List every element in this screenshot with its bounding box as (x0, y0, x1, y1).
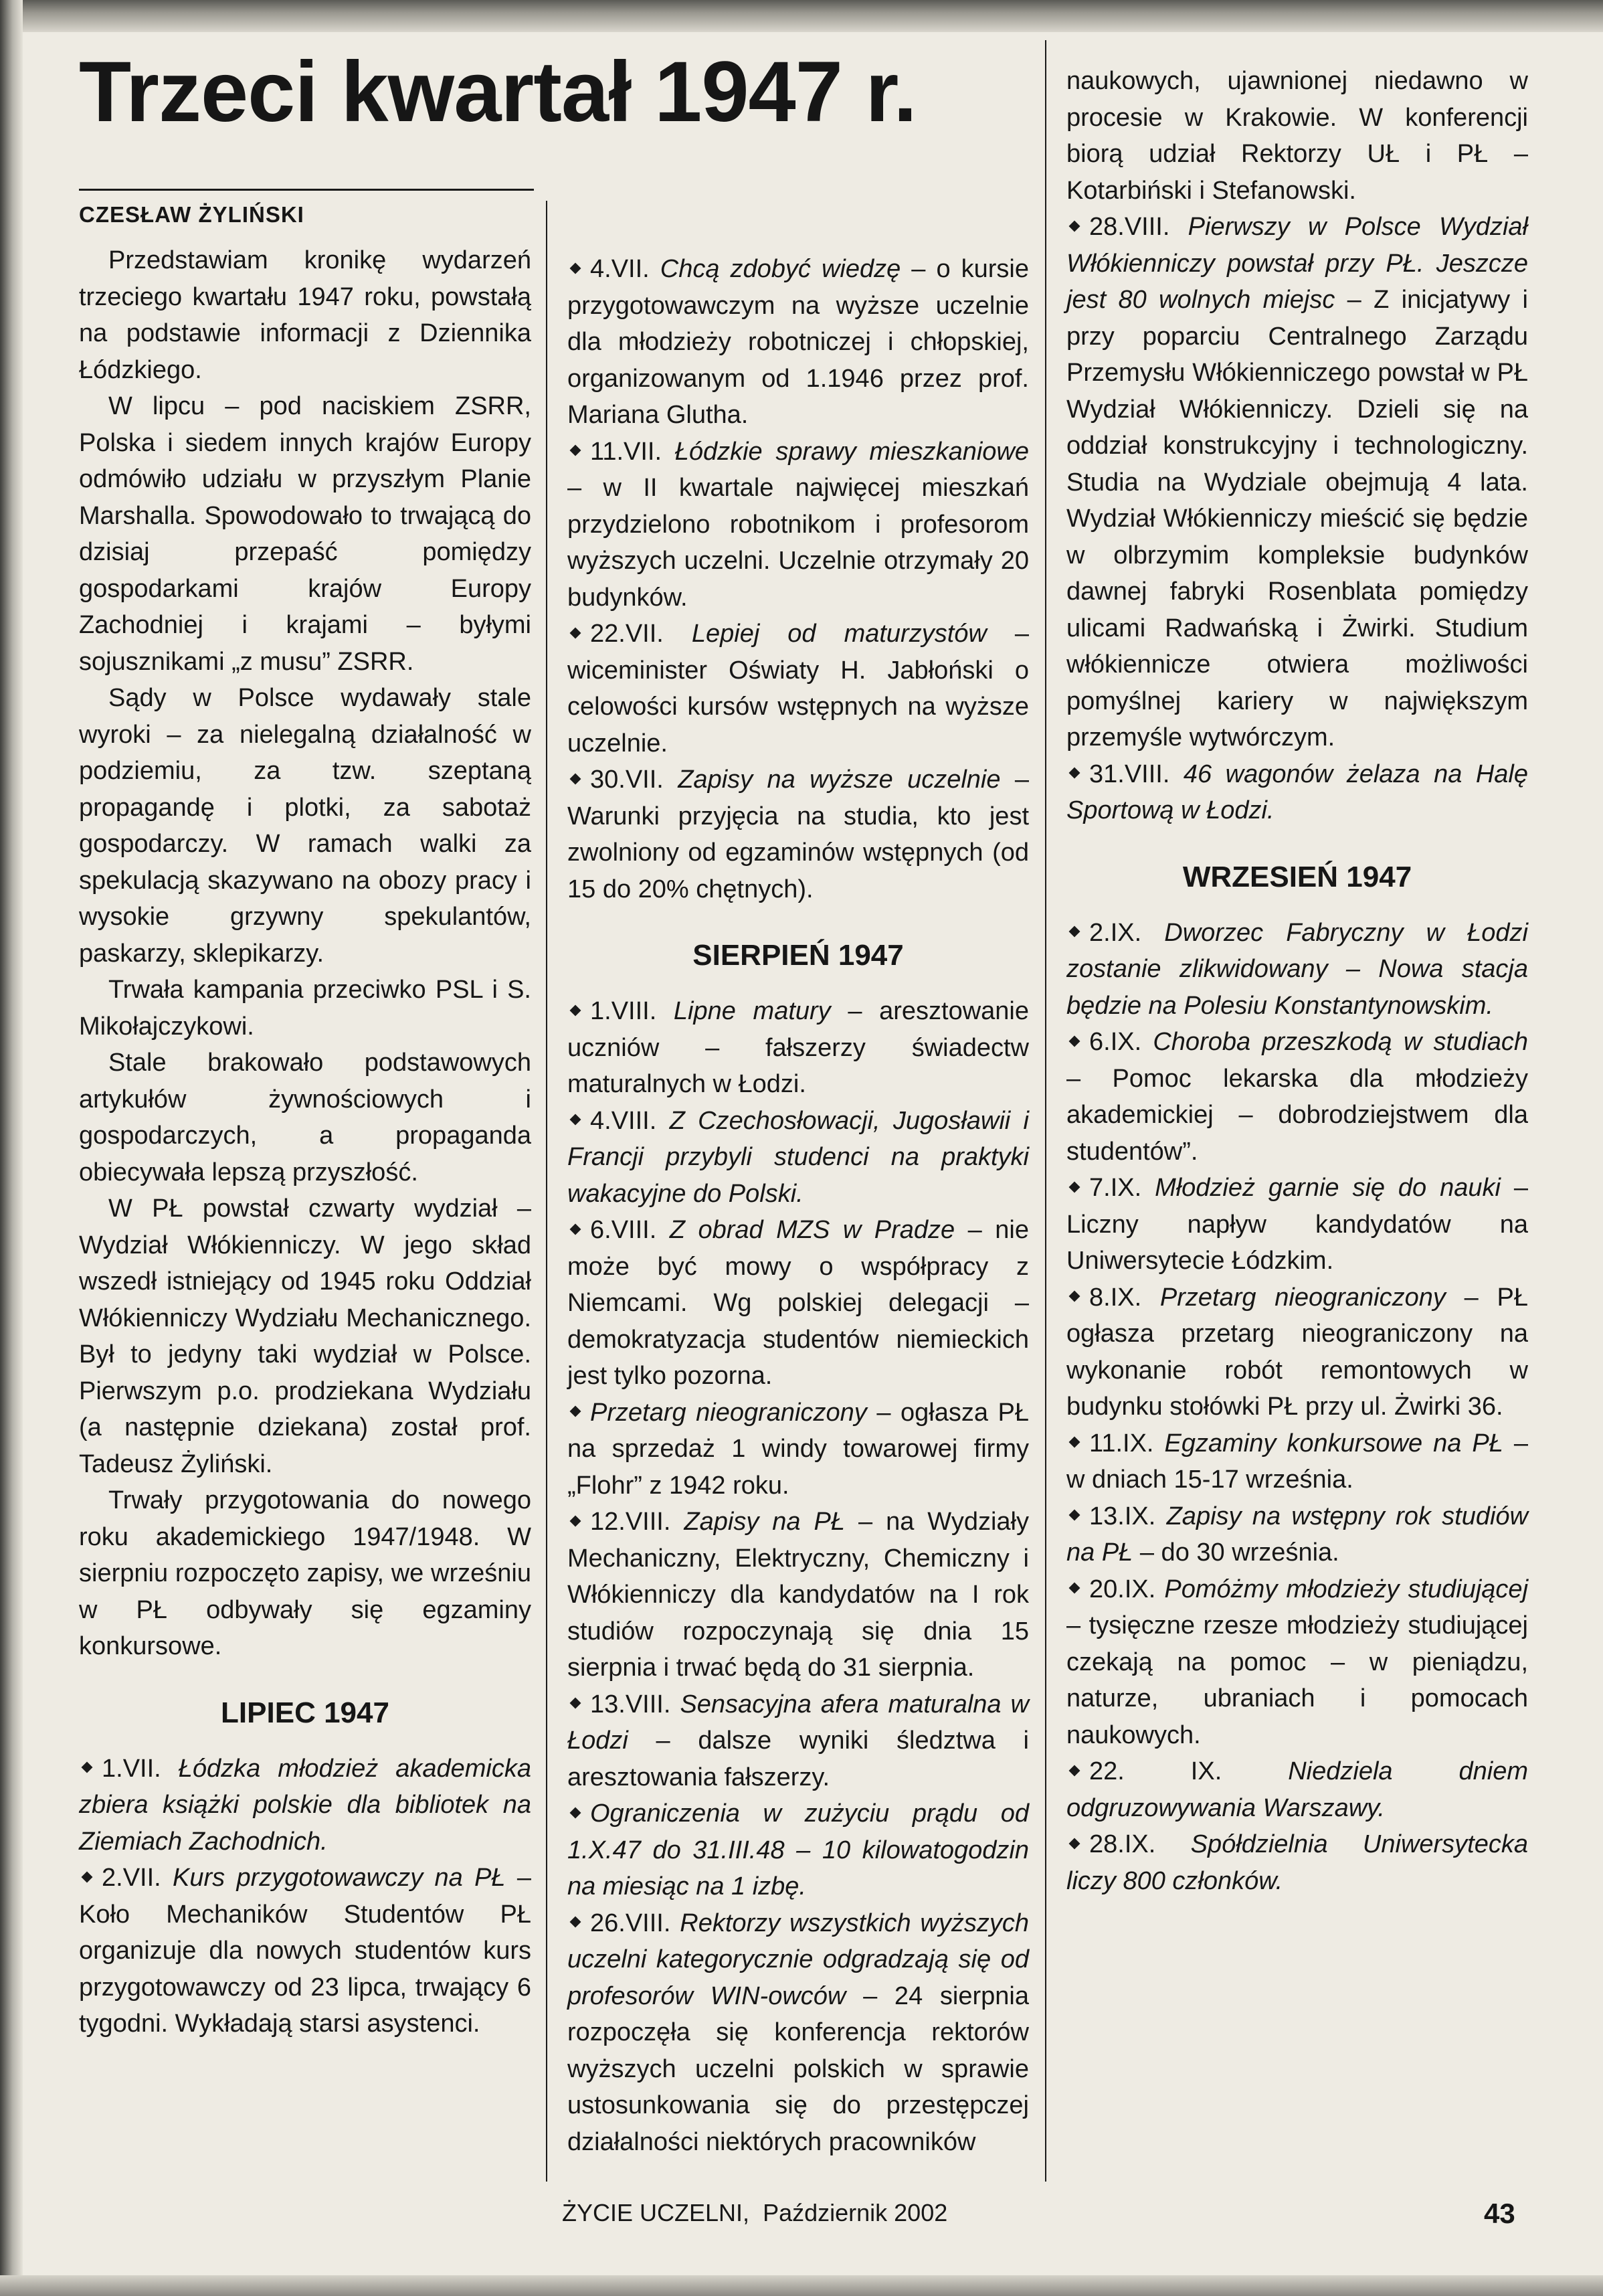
chronicle-entry (567, 1686, 1029, 1796)
bullet-diamond-icon (1069, 1181, 1080, 1193)
entry-headline: Egzaminy konkursowe na PŁ (1164, 1429, 1503, 1458)
september-entries (1066, 915, 1528, 1900)
bullet-diamond-icon (1069, 1583, 1080, 1594)
intro-paragraph: Trwały przygotowania do nowego roku akademickiego 1947/1948. W sierpniu rozpoczęto zapisy, we wrześniu w PŁ odbywały się egzaminy konkursowe. (79, 1486, 531, 1660)
entry-headline: Zapisy na wyższe uczelnie (678, 766, 1001, 794)
column-divider-1 (546, 201, 547, 2182)
entry-text: – 24 sierpnia rozpoczęła się konferencja rektorów wyższych uczelni polskich w sprawie ustosunkowania się do przestępczej działalności niektórych pracowników (567, 1981, 1029, 2156)
entry-headline: Pomóżmy młodzieży studiującej (1164, 1575, 1529, 1603)
author-byline: CZESŁAW ŻYLIŃSKI (79, 202, 304, 227)
chronicle-entry (1066, 1279, 1528, 1425)
entry-date: 22. IX. (1089, 1757, 1222, 1785)
bullet-diamond-icon (1069, 768, 1080, 779)
entry-date: 6.VIII. (590, 1216, 657, 1244)
bullet-diamond-icon (570, 773, 581, 784)
entry-date: 31.VIII. (1089, 760, 1170, 788)
entry-headline: Ograniczenia w zużyciu prądu od 1.X.47 do 31.III.48 – 10 kilowatogodzin na miesiąc na 1 izbę. (567, 1799, 1029, 1901)
entry-date: 4.VII. (590, 255, 650, 283)
footer-publication: ŻYCIE UCZELNI, Październik 2002 (562, 2199, 948, 2226)
entry-date: 22.VII. (590, 620, 664, 648)
bullet-diamond-icon (570, 1515, 581, 1526)
entry-date: 13.VIII. (590, 1690, 671, 1718)
intro-text (79, 242, 531, 1665)
entry-date: 8.IX. (1089, 1283, 1142, 1312)
bullet-diamond-icon (1069, 1035, 1080, 1047)
entry-date: 12.VIII. (590, 1508, 671, 1536)
entry-date: 13.IX. (1089, 1502, 1156, 1530)
entry-text: – Liczny napływ kandydatów na Uniwersytecie Łódzkim. (1066, 1174, 1528, 1275)
entry-date: 11.VII. (590, 437, 662, 466)
column-3 (1066, 63, 1528, 1899)
chronicle-entry (1066, 1170, 1528, 1279)
section-heading-september: WRZESIEŃ 1947 (1182, 860, 1412, 893)
chronicle-entry (567, 1905, 1029, 2161)
entry-text: – Z inicjatywy i przy poparciu Centralnego Zarządu Przemysłu Włókienniczego powstał w PŁ Wydział Włókienniczy. Dzieli się na oddział konstrukcyjny i technologiczny. Studia na Wydziale obejmują 4 lata. Wydział Włókienniczy mieścić się będzie w olbrzymim kompleksie budynków dawnej fabryki Rosenblata pomiędzy ulicami Radwańską i Żwirki. Studium włókiennicze otwiera możliwości pomyślnej kariery w największym przemyśle wytwórczym. (1066, 286, 1528, 752)
entry-date: 20.IX. (1089, 1575, 1156, 1603)
entry-date: 30.VII. (590, 766, 664, 794)
bullet-diamond-icon (1069, 1838, 1080, 1849)
entry-text: – nie może być mowy o współpracy z Niemcami. Wg polskiej delegacji – demokratyzacja studentów niemieckich jest tylko pozorna. (567, 1216, 1030, 1390)
bullet-diamond-icon (1069, 220, 1080, 232)
column-divider-2 (1045, 40, 1046, 2182)
entry-headline: Chcą zdobyć wiedzę (660, 255, 901, 283)
entry-headline: Lipne matury (673, 997, 831, 1025)
bullet-diamond-icon (570, 1917, 581, 1928)
title-rule (79, 189, 534, 191)
intro-paragraph: W PŁ powstał czwarty wydział – Wydział Włókienniczy. W jego skład wszedł istniejący od 1945 roku Oddział Włókienniczy Wydziału Mechanicznego. Był to jedyny taki wydział w Polsce. Pierwszym p.o. prodziekana Wydziału (a następnie dziekana) został prof. Tadeusz Żyliński. (79, 1195, 531, 1478)
entry-headline: Łódzkie sprawy mieszkaniowe (674, 437, 1030, 466)
chronicle-entry (567, 434, 1029, 616)
entry-text: – ogłasza PŁ na sprzedaż 1 windy towarowej firmy „Flohr” z 1942 roku. (567, 1398, 1030, 1500)
chronicle-entry (1066, 1498, 1528, 1571)
entry-headline: Zapisy na PŁ (684, 1508, 845, 1536)
entry-headline: Młodzież garnie się do nauki (1155, 1174, 1501, 1202)
entry-text: – dalsze wyniki śledztwa i aresztowania fałszerzy. (567, 1727, 1029, 1791)
bullet-diamond-icon (570, 1698, 581, 1709)
entry-date: 28.VIII. (1089, 213, 1170, 241)
page-footer (0, 2199, 1603, 2232)
entry-date: 26.VIII. (590, 1909, 671, 1937)
july-entries (79, 1751, 531, 2042)
chronicle-entry (567, 1212, 1029, 1395)
bullet-diamond-icon (1069, 1437, 1080, 1448)
entry-text: – Koło Mechaników Studentów PŁ organizuje dla nowych studentów kurs przygotowawczy od 23 lipca, trwający 6 tygodni. Wykładają starsi asystenci. (79, 1864, 531, 2038)
chronicle-entry (1066, 209, 1528, 756)
chronicle-entry (567, 251, 1029, 434)
scan-edge-bottom (0, 2275, 1603, 2296)
chronicle-entry (1066, 1024, 1528, 1170)
chronicle-entry (567, 993, 1029, 1103)
chronicle-entry (567, 1103, 1029, 1213)
bullet-diamond-icon (570, 262, 581, 274)
bullet-diamond-icon (570, 445, 581, 456)
entry-headline: Choroba przeszkodą w studiach (1153, 1028, 1528, 1056)
entry-headline: Zapisy na wstępny rok studiów na PŁ (1066, 1502, 1528, 1567)
chronicle-entry (567, 762, 1029, 907)
entry-headline: Niedziela dniem odgruzowywania Warszawy. (1066, 1757, 1528, 1822)
chronicle-entry (567, 1504, 1029, 1686)
bullet-diamond-icon (570, 1406, 581, 1417)
section-heading-august: SIERPIEŃ 1947 (692, 939, 904, 972)
column-2 (567, 251, 1029, 2160)
entry-date: 6.IX. (1089, 1028, 1142, 1056)
chronicle-entry (567, 1395, 1029, 1504)
chronicle-entry (567, 1795, 1029, 1905)
bullet-diamond-icon (570, 1114, 581, 1126)
intro-paragraph: Trwała kampania przeciwko PSL i S. Mikołajczykowi. (79, 976, 531, 1041)
july-entries-continued (567, 251, 1029, 907)
bullet-diamond-icon (82, 1762, 93, 1773)
entry-headline: Dworzec Fabryczny w Łodzi zostanie zlikwidowany – Nowa stacja będzie na Polesiu Konstantynowskim. (1066, 918, 1528, 1020)
entry-date: 11.IX. (1089, 1429, 1154, 1458)
august-entries (567, 993, 1029, 2160)
bullet-diamond-icon (1069, 1291, 1080, 1302)
entry-headline: Z Czechosłowacji, Jugosławii i Francji przybyli studenci na praktyki wakacyjne do Polski. (567, 1106, 1029, 1208)
entry-text: – Warunki przyjęcia na studia, kto jest zwolniony od egzaminów wstępnych (od 15 do 20% chętnych). (567, 766, 1029, 903)
intro-paragraph: Przedstawiam kronikę wydarzeń trzeciego kwartału 1947 roku, powstałą na podstawie informacji z Dziennika Łódzkiego. (79, 246, 531, 384)
entry-date: 2.VII. (102, 1864, 161, 1892)
entry-headline: Sensacyjna afera maturalna w Łodzi (567, 1690, 1029, 1755)
entry-headline: Spółdzielnia Uniwersytecka liczy 800 członków. (1066, 1830, 1528, 1895)
entry-text: – na Wydziały Mechaniczny, Elektryczny, Chemiczny i Włókienniczy dla kandydatów na I rok studiów rozpoczynają się dnia 15 sierpnia i trwać będą do 31 sierpnia. (567, 1508, 1029, 1682)
bullet-diamond-icon (82, 1871, 93, 1882)
entry-headline: Pierwszy w Polsce Wydział Włókienniczy powstał przy PŁ. Jeszcze jest 80 wolnych miejsc (1066, 213, 1528, 314)
chronicle-entry (1066, 1571, 1528, 1754)
entry-date: 7.IX. (1089, 1174, 1142, 1202)
entry-headline: Kurs przygotowawczy na PŁ (173, 1864, 506, 1892)
chronicle-entry (1066, 63, 1528, 209)
entry-headline: Lepiej od maturzystów (691, 620, 987, 648)
entry-text: – Pomoc lekarska dla młodzieży akademickiej – dobrodziejstwem dla studentów”. (1066, 1064, 1528, 1166)
chronicle-entry (1066, 915, 1528, 1025)
entry-date: 28.IX. (1089, 1830, 1156, 1858)
bullet-diamond-icon (570, 1004, 581, 1016)
entry-text: – tysięczne rzesze młodzieży studiującej czekają na pomoc – w pieniądzu, naturze, ubraniach i pomocach naukowych. (1066, 1611, 1528, 1749)
chronicle-entry (1066, 1425, 1528, 1498)
entry-headline: Łódzka młodzież akademicka zbiera książki polskie dla bibliotek na Ziemiach Zachodnich. (79, 1754, 531, 1856)
bullet-diamond-icon (1069, 926, 1080, 938)
column-1 (79, 242, 531, 2042)
bullet-diamond-icon (1069, 1765, 1080, 1776)
bullet-diamond-icon (570, 1807, 581, 1818)
chronicle-entry (1066, 1826, 1528, 1899)
intro-paragraph: Stale brakowało podstawowych artykułów żywnościowych i gospodarczych, a propaganda obiecywała lepszą przyszłość. (79, 1049, 531, 1186)
entry-date: 2.IX. (1089, 918, 1142, 947)
page-number: 43 (1484, 2198, 1515, 2229)
august-entries-continued (1066, 63, 1528, 829)
entry-headline: 46 wagonów żelaza na Halę Sportową w Łodzi. (1066, 760, 1528, 824)
entry-headline: Rektorzy wszystkich wyższych uczelni kategorycznie odgradzają się od profesorów WIN-owców (567, 1909, 1029, 2010)
entry-headline: Przetarg nieograniczony (590, 1398, 867, 1427)
entry-text: – o kursie przygotowawczym na wyższe uczelnie dla młodzieży robotniczej i chłopskiej, organizowanym od 1.1946 przez prof. Mariana Glutha. (567, 255, 1030, 429)
bullet-diamond-icon (570, 627, 581, 638)
chronicle-entry (1066, 756, 1528, 829)
intro-paragraph: Sądy w Polsce wydawały stale wyroki – za nielegalną działalność w podziemiu, za tzw. szeptaną propagandę i plotki, za sabotaż gospodarczy. W ramach walki za spekulacją skazywano na obozy pracy i wysokie grzywny spekulantów, paskarzy, sklepikarzy. (79, 684, 531, 968)
intro-paragraph: W lipcu – pod naciskiem ZSRR, Polska i siedem innych krajów Europy odmówiło udziału w przyszłym Planie Marshalla. Spowodowało to trwającą do dzisiaj przepaść pomiędzy gospodarkami krajów Europy Zachodniej i krajami – byłymi sojusznikami „z musu” ZSRR. (79, 392, 531, 676)
entry-date: 1.VIII. (590, 997, 657, 1025)
bullet-diamond-icon (570, 1223, 581, 1235)
entry-date: 4.VIII. (590, 1106, 657, 1135)
entry-text: naukowych, ujawnionej niedawno w procesie w Krakowie. W konferencji biorą udział Rektorzy UŁ i PŁ – Kotarbiński i Stefanowski. (1066, 67, 1528, 205)
entry-text: – PŁ ogłasza przetarg nieograniczony na wykonanie robót remontowych w budynku stołówki PŁ przy ul. Żwirki 36. (1066, 1283, 1529, 1421)
section-heading-july: LIPIEC 1947 (221, 1696, 389, 1729)
september-block (1066, 859, 1528, 1900)
entry-text: – wiceminister Oświaty H. Jabłoński o celowości kursów wstępnych na wyższe uczelnie. (567, 620, 1029, 758)
entry-text: – do 30 września. (1133, 1538, 1339, 1567)
entry-date: 1.VII. (102, 1754, 161, 1783)
chronicle-entry (567, 616, 1029, 762)
scan-edge-left (0, 0, 23, 2296)
chronicle-entry (79, 1860, 531, 2042)
bullet-diamond-icon (1069, 1510, 1080, 1521)
entry-headline: Przetarg nieograniczony (1159, 1283, 1446, 1312)
scan-edge-top (0, 0, 1603, 32)
entry-text: – w dniach 15-17 września. (1066, 1429, 1528, 1494)
chronicle-entry (1066, 1753, 1528, 1826)
article-title: Trzeci kwartał 1947 r. (79, 44, 917, 140)
entry-text: – w II kwartale najwięcej mieszkań przydzielono robotnikom i profesorom wyższych uczelni. Uczelnie otrzymały 20 budynków. (567, 474, 1029, 612)
entry-text: – aresztowanie uczniów – fałszerzy świadectw maturalnych w Łodzi. (567, 997, 1029, 1098)
chronicle-entry (79, 1751, 531, 1860)
entry-headline: Z obrad MZS w Pradze (669, 1216, 955, 1244)
